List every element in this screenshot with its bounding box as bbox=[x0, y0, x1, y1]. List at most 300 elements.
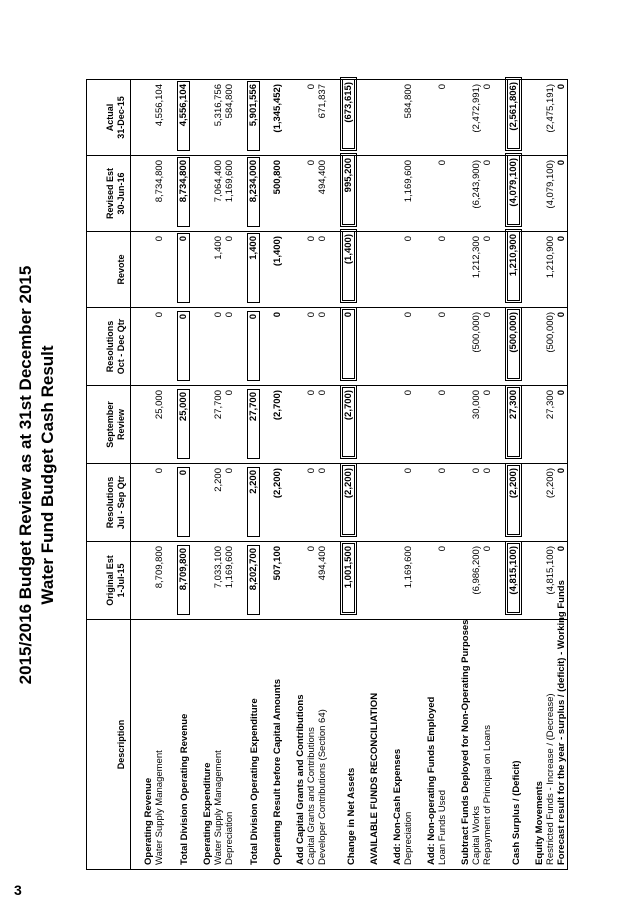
spacer-row bbox=[190, 80, 202, 870]
empty-cell bbox=[143, 464, 154, 542]
value-cell: 494,400 bbox=[317, 542, 328, 620]
spacer-cell bbox=[493, 620, 505, 870]
value-cell: 7,064,400 bbox=[213, 156, 224, 232]
spacer-cell bbox=[260, 308, 272, 386]
empty-cell bbox=[534, 80, 545, 156]
spacer-cell bbox=[380, 308, 392, 386]
row-label: Depreciation bbox=[403, 620, 414, 870]
empty-cell bbox=[202, 232, 213, 308]
spacer-cell bbox=[448, 308, 460, 386]
row-label: Water Supply Management bbox=[213, 620, 224, 870]
value-cell: 0 bbox=[224, 308, 235, 386]
empty-cell bbox=[392, 386, 403, 464]
spacer-cell bbox=[131, 464, 144, 542]
value-cell bbox=[247, 308, 260, 386]
spacer-cell bbox=[190, 308, 202, 386]
spacer-cell bbox=[190, 620, 202, 870]
value: 1,001,500 bbox=[340, 541, 357, 615]
table-row bbox=[154, 80, 165, 870]
spacer-cell bbox=[380, 542, 392, 620]
empty-cell bbox=[460, 308, 471, 386]
value-cell: 0 bbox=[317, 464, 328, 542]
empty-cell bbox=[295, 464, 306, 542]
empty-cell bbox=[392, 308, 403, 386]
spacer-cell bbox=[357, 308, 369, 386]
value-cell: (1,400) bbox=[272, 232, 283, 308]
empty-cell bbox=[426, 386, 437, 464]
value-cell bbox=[505, 542, 522, 620]
spacer-cell bbox=[357, 156, 369, 232]
spacer-cell bbox=[328, 80, 340, 156]
spacer-cell bbox=[131, 620, 144, 870]
value-cell: 1,169,600 bbox=[224, 156, 235, 232]
empty-cell bbox=[202, 80, 213, 156]
value-cell: 0 bbox=[306, 80, 317, 156]
empty-cell bbox=[143, 308, 154, 386]
value: 8,709,800 bbox=[177, 545, 190, 615]
spacer-cell bbox=[235, 308, 247, 386]
spacer-cell bbox=[131, 542, 144, 620]
value-cell: 0 bbox=[437, 156, 448, 232]
value-cell bbox=[247, 464, 260, 542]
spacer-cell bbox=[190, 386, 202, 464]
value: 0 bbox=[177, 311, 190, 381]
value-cell bbox=[247, 542, 260, 620]
spacer-cell bbox=[493, 308, 505, 386]
empty-cell bbox=[460, 464, 471, 542]
spacer-cell bbox=[328, 232, 340, 308]
page-number: 3 bbox=[14, 882, 22, 898]
spacer-cell bbox=[235, 386, 247, 464]
value-cell: 0 bbox=[224, 232, 235, 308]
empty-cell bbox=[392, 80, 403, 156]
spacer-cell bbox=[190, 232, 202, 308]
value-cell: 0 bbox=[306, 156, 317, 232]
empty-cell bbox=[143, 232, 154, 308]
value-cell: 0 bbox=[272, 308, 283, 386]
value-cell: 584,800 bbox=[224, 80, 235, 156]
section-heading-row bbox=[295, 80, 306, 870]
value-cell: 0 bbox=[154, 464, 165, 542]
spacer-cell bbox=[493, 542, 505, 620]
value-cell: 0 bbox=[306, 386, 317, 464]
spacer-cell bbox=[235, 232, 247, 308]
value: 27,700 bbox=[247, 389, 260, 459]
spacer-cell bbox=[357, 386, 369, 464]
value-cell: 1,169,600 bbox=[403, 156, 414, 232]
empty-cell bbox=[426, 80, 437, 156]
value-cell: 0 bbox=[437, 464, 448, 542]
spacer-cell bbox=[260, 232, 272, 308]
value-cell: 0 bbox=[556, 542, 568, 620]
section-heading-row bbox=[143, 80, 154, 870]
spacer-cell bbox=[283, 156, 295, 232]
empty-cell bbox=[143, 386, 154, 464]
spacer-cell bbox=[493, 464, 505, 542]
spacer-cell bbox=[380, 386, 392, 464]
value-cell bbox=[505, 386, 522, 464]
spacer-cell bbox=[448, 542, 460, 620]
spacer-cell bbox=[414, 232, 426, 308]
value-cell: 0 bbox=[317, 308, 328, 386]
value-cell: 0 bbox=[437, 232, 448, 308]
value-cell: (2,700) bbox=[272, 386, 283, 464]
value-cell bbox=[340, 542, 357, 620]
row-label: Capital Grants and Contributions bbox=[306, 620, 317, 870]
value: (1,400) bbox=[340, 229, 357, 303]
value-cell: 0 bbox=[306, 542, 317, 620]
budget-table bbox=[86, 79, 568, 870]
table-row bbox=[482, 80, 493, 870]
spacer-cell bbox=[283, 308, 295, 386]
value-cell bbox=[505, 464, 522, 542]
spacer-cell bbox=[448, 232, 460, 308]
value-cell: 1,400 bbox=[213, 232, 224, 308]
spacer-cell bbox=[165, 308, 177, 386]
empty-cell bbox=[534, 156, 545, 232]
value-cell: (4,079,100) bbox=[545, 156, 556, 232]
value: 27,300 bbox=[505, 385, 522, 459]
section-heading: Equity Movements bbox=[534, 620, 545, 870]
col-revote: Revote bbox=[87, 232, 131, 308]
spacer-cell bbox=[131, 308, 144, 386]
row-label: Total Division Operating Revenue bbox=[177, 620, 190, 870]
value-cell bbox=[505, 156, 522, 232]
value-cell: 1,212,300 bbox=[471, 232, 482, 308]
value: 995,200 bbox=[340, 153, 357, 227]
row-label: Loan Funds Used bbox=[437, 620, 448, 870]
value-cell bbox=[177, 80, 190, 156]
spacer-cell bbox=[190, 464, 202, 542]
spacer-cell bbox=[260, 464, 272, 542]
value-cell bbox=[177, 386, 190, 464]
spacer-cell bbox=[357, 80, 369, 156]
spacer-cell bbox=[448, 464, 460, 542]
value-cell: (6,243,900) bbox=[471, 156, 482, 232]
value-cell: 507,100 bbox=[272, 542, 283, 620]
value-cell: 0 bbox=[482, 308, 493, 386]
spacer-cell bbox=[328, 386, 340, 464]
value-cell: (2,475,191) bbox=[545, 80, 556, 156]
col-original-est: Original Est 1-Jul-15 bbox=[87, 542, 131, 620]
value-cell: (2,200) bbox=[545, 464, 556, 542]
empty-cell bbox=[392, 464, 403, 542]
section-heading: Add: Non-operating Funds Employed bbox=[426, 620, 437, 870]
value-cell: 30,000 bbox=[471, 386, 482, 464]
value-cell: (6,986,200) bbox=[471, 542, 482, 620]
table-row bbox=[306, 80, 317, 870]
spacer-cell bbox=[414, 386, 426, 464]
empty-cell bbox=[534, 464, 545, 542]
value-cell bbox=[177, 156, 190, 232]
value-cell bbox=[340, 308, 357, 386]
spacer-cell bbox=[448, 156, 460, 232]
table-row bbox=[340, 80, 357, 870]
rotated-page bbox=[12, 70, 612, 880]
value: (673,615) bbox=[340, 77, 357, 151]
row-label: Cash Surplus / (Deficit) bbox=[505, 620, 522, 870]
table-row bbox=[213, 80, 224, 870]
empty-cell bbox=[460, 80, 471, 156]
section-heading: Operating Expenditure bbox=[202, 620, 213, 870]
spacer-cell bbox=[328, 156, 340, 232]
value-cell: (1,345,452) bbox=[272, 80, 283, 156]
empty-cell bbox=[426, 308, 437, 386]
col-september-review: September Review bbox=[87, 386, 131, 464]
empty-cell bbox=[202, 464, 213, 542]
row-label: Change in Net Assets bbox=[340, 620, 357, 870]
empty-cell bbox=[369, 464, 380, 542]
spacer-cell bbox=[165, 464, 177, 542]
row-label: Restricted Funds - Increase / (Decrease) bbox=[545, 620, 556, 870]
header-row bbox=[87, 80, 131, 870]
spacer-cell bbox=[165, 80, 177, 156]
spacer-cell bbox=[357, 542, 369, 620]
empty-cell bbox=[460, 156, 471, 232]
section-heading-row bbox=[202, 80, 213, 870]
value-cell: 0 bbox=[482, 80, 493, 156]
value-cell bbox=[340, 464, 357, 542]
value-cell: 1,169,600 bbox=[224, 542, 235, 620]
row-label: Forecast result for the year - surplus / (deficit) - Working Funds bbox=[556, 620, 568, 870]
value-cell bbox=[177, 464, 190, 542]
value-cell: 8,734,800 bbox=[154, 156, 165, 232]
section-heading: Add Capital Grants and Contributions bbox=[295, 620, 306, 870]
empty-cell bbox=[143, 542, 154, 620]
empty-cell bbox=[534, 308, 545, 386]
page-title: 2015/2016 Budget Review as at 31st December 2015 bbox=[16, 265, 35, 685]
value-cell: 7,033,100 bbox=[213, 542, 224, 620]
value-cell: 0 bbox=[471, 464, 482, 542]
value-cell bbox=[505, 308, 522, 386]
spacer-cell bbox=[380, 464, 392, 542]
value-cell: 0 bbox=[556, 232, 568, 308]
col-description: Description bbox=[87, 620, 131, 870]
spacer-cell bbox=[448, 386, 460, 464]
value-cell: (2,200) bbox=[272, 464, 283, 542]
section-heading: AVAILABLE FUNDS RECONCILIATION bbox=[369, 620, 380, 870]
spacer-cell bbox=[328, 542, 340, 620]
value: 5,901,556 bbox=[247, 81, 260, 151]
value-cell: 0 bbox=[437, 386, 448, 464]
spacer-cell bbox=[283, 542, 295, 620]
spacer-row bbox=[165, 80, 177, 870]
spacer-cell bbox=[380, 232, 392, 308]
spacer-cell bbox=[414, 620, 426, 870]
section-heading-row bbox=[426, 80, 437, 870]
value-cell: 0 bbox=[403, 308, 414, 386]
table-row bbox=[505, 80, 522, 870]
value-cell: 0 bbox=[556, 464, 568, 542]
spacer-cell bbox=[522, 232, 534, 308]
value: 1,210,900 bbox=[505, 229, 522, 303]
section-heading-row bbox=[460, 80, 471, 870]
empty-cell bbox=[369, 542, 380, 620]
value-cell: 0 bbox=[482, 464, 493, 542]
empty-cell bbox=[534, 386, 545, 464]
spacer-cell bbox=[131, 386, 144, 464]
value-cell: 0 bbox=[482, 232, 493, 308]
value: 2,200 bbox=[247, 467, 260, 537]
row-label: Repayment of Principal on Loans bbox=[482, 620, 493, 870]
col-resolutions-jul-sep: Resolutions Jul - Sep Qtr bbox=[87, 464, 131, 542]
row-label: Developer Contributions (Section 64) bbox=[317, 620, 328, 870]
spacer-cell bbox=[260, 80, 272, 156]
spacer-cell bbox=[235, 80, 247, 156]
row-label: Water Supply Management bbox=[154, 620, 165, 870]
spacer-cell bbox=[522, 308, 534, 386]
spacer-cell bbox=[414, 308, 426, 386]
spacer-row bbox=[328, 80, 340, 870]
spacer-cell bbox=[414, 464, 426, 542]
spacer-cell bbox=[283, 80, 295, 156]
spacer-cell bbox=[235, 542, 247, 620]
value: (2,561,806) bbox=[505, 77, 522, 151]
value: 4,556,104 bbox=[177, 81, 190, 151]
empty-cell bbox=[460, 542, 471, 620]
value-cell: 27,700 bbox=[213, 386, 224, 464]
value-cell bbox=[177, 232, 190, 308]
value-cell: 0 bbox=[317, 386, 328, 464]
value-cell bbox=[340, 386, 357, 464]
value-cell: 25,000 bbox=[154, 386, 165, 464]
value: 0 bbox=[177, 233, 190, 303]
value-cell: 0 bbox=[403, 386, 414, 464]
value: (2,200) bbox=[340, 463, 357, 537]
table-row bbox=[403, 80, 414, 870]
spacer-cell bbox=[414, 80, 426, 156]
spacer-cell bbox=[380, 620, 392, 870]
spacer-cell bbox=[283, 464, 295, 542]
value-cell: 0 bbox=[154, 308, 165, 386]
spacer-cell bbox=[493, 386, 505, 464]
value-cell: 0 bbox=[403, 464, 414, 542]
value: 1,400 bbox=[247, 233, 260, 303]
value-cell: 5,316,756 bbox=[213, 80, 224, 156]
empty-cell bbox=[143, 80, 154, 156]
spacer-cell bbox=[165, 156, 177, 232]
empty-cell bbox=[460, 232, 471, 308]
value-cell: 0 bbox=[306, 464, 317, 542]
row-label: Depreciation bbox=[224, 620, 235, 870]
value-cell: 584,800 bbox=[403, 80, 414, 156]
spacer-cell bbox=[260, 386, 272, 464]
spacer-cell bbox=[283, 386, 295, 464]
empty-cell bbox=[295, 156, 306, 232]
empty-cell bbox=[369, 232, 380, 308]
spacer-cell bbox=[328, 464, 340, 542]
spacer-cell bbox=[357, 620, 369, 870]
spacer-cell bbox=[260, 542, 272, 620]
value: (4,079,100) bbox=[505, 153, 522, 227]
section-heading: Operating Revenue bbox=[143, 620, 154, 870]
table-row bbox=[272, 80, 283, 870]
empty-cell bbox=[426, 542, 437, 620]
table-row bbox=[247, 80, 260, 870]
section-heading-row bbox=[534, 80, 545, 870]
value-cell: 0 bbox=[437, 80, 448, 156]
spacer-cell bbox=[522, 464, 534, 542]
spacer-cell bbox=[380, 156, 392, 232]
empty-cell bbox=[202, 386, 213, 464]
empty-cell bbox=[295, 308, 306, 386]
value: 0 bbox=[340, 307, 357, 381]
value: (4,815,100) bbox=[505, 541, 522, 615]
empty-cell bbox=[534, 542, 545, 620]
table-row bbox=[437, 80, 448, 870]
value-cell: (500,000) bbox=[545, 308, 556, 386]
spacer-row bbox=[493, 80, 505, 870]
spacer-cell bbox=[131, 156, 144, 232]
value-cell: 0 bbox=[317, 232, 328, 308]
value-cell bbox=[177, 308, 190, 386]
spacer-cell bbox=[522, 542, 534, 620]
spacer-cell bbox=[493, 156, 505, 232]
spacer-cell bbox=[414, 542, 426, 620]
value-cell: 494,400 bbox=[317, 156, 328, 232]
value-cell: 0 bbox=[482, 542, 493, 620]
value-cell bbox=[340, 156, 357, 232]
spacer-row bbox=[380, 80, 392, 870]
spacer-cell bbox=[165, 542, 177, 620]
value-cell: 500,800 bbox=[272, 156, 283, 232]
empty-cell bbox=[295, 80, 306, 156]
page-subtitle: Water Fund Budget Cash Result bbox=[38, 345, 57, 605]
table-row bbox=[545, 80, 556, 870]
value-cell: 671,837 bbox=[317, 80, 328, 156]
value-cell: 0 bbox=[482, 156, 493, 232]
value-cell bbox=[247, 232, 260, 308]
empty-cell bbox=[460, 386, 471, 464]
value-cell bbox=[505, 232, 522, 308]
value: 0 bbox=[247, 311, 260, 381]
spacer-cell bbox=[448, 620, 460, 870]
value-cell: 1,169,600 bbox=[403, 542, 414, 620]
empty-cell bbox=[295, 542, 306, 620]
section-heading: Subtract Funds Deployed for Non-Operating Purposes bbox=[460, 620, 471, 870]
spacer-cell bbox=[235, 620, 247, 870]
col-revised-est: Revised Est 30-Jun-16 bbox=[87, 156, 131, 232]
value-cell: (2,472,991) bbox=[471, 80, 482, 156]
value-cell bbox=[247, 386, 260, 464]
spacer-cell bbox=[131, 80, 144, 156]
empty-cell bbox=[369, 80, 380, 156]
spacer-cell bbox=[235, 156, 247, 232]
spacer-row bbox=[357, 80, 369, 870]
spacer-cell bbox=[357, 232, 369, 308]
spacer-cell bbox=[522, 80, 534, 156]
spacer-cell bbox=[328, 620, 340, 870]
value-cell: 8,709,800 bbox=[154, 542, 165, 620]
value-cell bbox=[340, 80, 357, 156]
empty-cell bbox=[392, 232, 403, 308]
spacer-row bbox=[283, 80, 295, 870]
spacer-cell bbox=[165, 232, 177, 308]
spacer-cell bbox=[493, 232, 505, 308]
row-label: Capital Works bbox=[471, 620, 482, 870]
table-row bbox=[471, 80, 482, 870]
spacer-cell bbox=[190, 80, 202, 156]
spacer-cell bbox=[190, 542, 202, 620]
empty-cell bbox=[295, 232, 306, 308]
empty-cell bbox=[392, 156, 403, 232]
spacer-cell bbox=[165, 386, 177, 464]
value: 25,000 bbox=[177, 389, 190, 459]
spacer-cell bbox=[522, 620, 534, 870]
value: 8,734,800 bbox=[177, 157, 190, 227]
section-heading-row bbox=[369, 80, 380, 870]
table-row bbox=[177, 80, 190, 870]
